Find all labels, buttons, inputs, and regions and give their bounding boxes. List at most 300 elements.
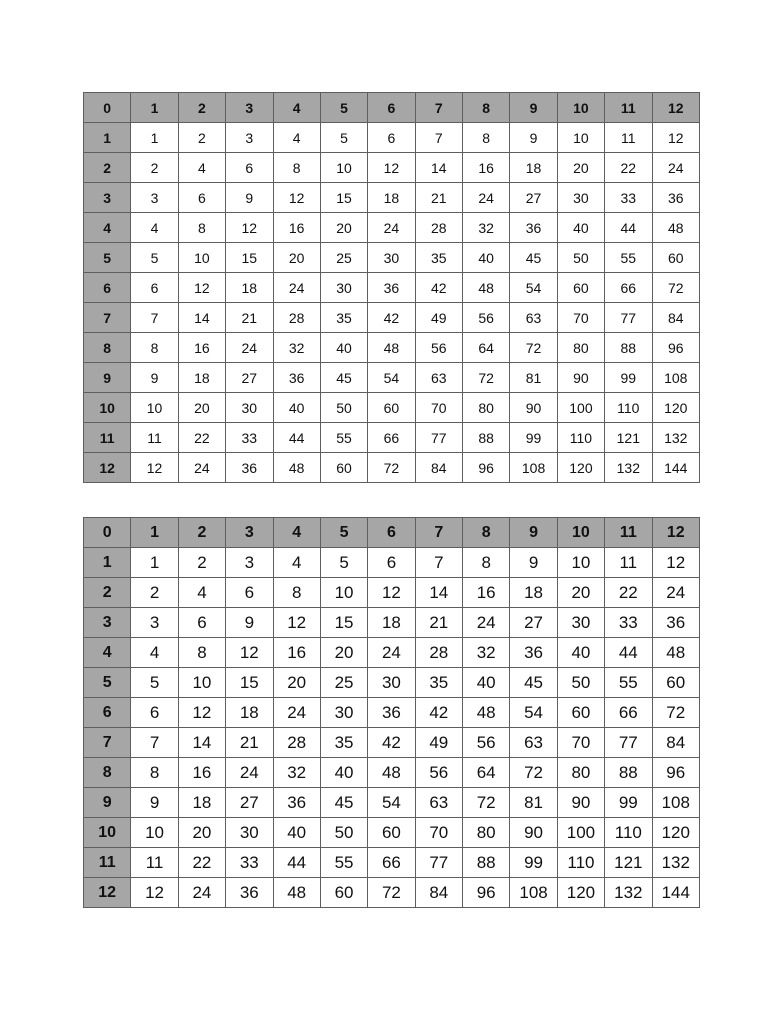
table-row: [84, 698, 700, 728]
product-cell: 18: [510, 578, 557, 608]
product-cell: 96: [463, 878, 510, 908]
product-cell: 63: [510, 728, 557, 758]
product-cell: 84: [652, 728, 700, 758]
row-header: 4: [84, 213, 131, 243]
header-row: [84, 518, 700, 548]
product-cell: 72: [652, 273, 700, 303]
product-cell: 66: [368, 423, 415, 453]
product-cell: 12: [652, 548, 700, 578]
product-cell: 60: [320, 453, 367, 483]
product-cell: 33: [605, 183, 652, 213]
product-cell: 5: [320, 548, 367, 578]
product-cell: 28: [273, 303, 320, 333]
product-cell: 5: [131, 243, 178, 273]
product-cell: 40: [273, 818, 320, 848]
product-cell: 40: [320, 758, 367, 788]
product-cell: 6: [226, 578, 273, 608]
table-row: [84, 153, 700, 183]
row-header: 5: [84, 668, 131, 698]
table-row: [84, 273, 700, 303]
product-cell: 10: [320, 578, 367, 608]
product-cell: 63: [415, 363, 462, 393]
product-cell: 15: [320, 183, 367, 213]
product-cell: 30: [368, 668, 415, 698]
table-row: [84, 878, 700, 908]
product-cell: 4: [131, 213, 178, 243]
product-cell: 4: [131, 638, 178, 668]
product-cell: 28: [273, 728, 320, 758]
column-header: 10: [557, 518, 604, 548]
row-header: 2: [84, 578, 131, 608]
product-cell: 30: [557, 183, 604, 213]
table-row: [84, 668, 700, 698]
product-cell: 66: [605, 273, 652, 303]
product-cell: 21: [226, 303, 273, 333]
product-cell: 120: [557, 453, 604, 483]
product-cell: 50: [320, 393, 367, 423]
table-row: [84, 423, 700, 453]
product-cell: 90: [510, 393, 557, 423]
product-cell: 12: [652, 123, 700, 153]
product-cell: 99: [605, 363, 652, 393]
multiplication-table-top: [83, 92, 700, 483]
product-cell: 55: [605, 668, 652, 698]
product-cell: 9: [131, 363, 178, 393]
product-cell: 54: [368, 788, 415, 818]
product-cell: 16: [273, 638, 320, 668]
product-cell: 110: [557, 423, 604, 453]
product-cell: 8: [178, 213, 225, 243]
row-header: 4: [84, 638, 131, 668]
column-header: 6: [368, 93, 415, 123]
product-cell: 48: [368, 333, 415, 363]
product-cell: 18: [226, 273, 273, 303]
product-cell: 9: [226, 608, 273, 638]
row-header: 8: [84, 333, 131, 363]
product-cell: 36: [273, 788, 320, 818]
product-cell: 40: [463, 243, 510, 273]
product-cell: 50: [557, 243, 604, 273]
product-cell: 132: [652, 423, 700, 453]
product-cell: 12: [226, 638, 273, 668]
product-cell: 48: [463, 698, 510, 728]
product-cell: 22: [605, 153, 652, 183]
column-header: 10: [557, 93, 604, 123]
product-cell: 77: [415, 848, 462, 878]
product-cell: 18: [368, 183, 415, 213]
product-cell: 60: [557, 698, 604, 728]
product-cell: 18: [178, 363, 225, 393]
product-cell: 24: [178, 453, 225, 483]
row-header: 1: [84, 548, 131, 578]
product-cell: 55: [320, 848, 367, 878]
product-cell: 16: [178, 758, 225, 788]
product-cell: 16: [273, 213, 320, 243]
product-cell: 6: [178, 183, 225, 213]
product-cell: 7: [415, 123, 462, 153]
product-cell: 42: [415, 273, 462, 303]
product-cell: 84: [415, 878, 462, 908]
product-cell: 132: [605, 453, 652, 483]
product-cell: 3: [131, 183, 178, 213]
product-cell: 2: [178, 548, 225, 578]
product-cell: 81: [510, 363, 557, 393]
product-cell: 63: [510, 303, 557, 333]
product-cell: 22: [178, 423, 225, 453]
product-cell: 9: [510, 123, 557, 153]
multiplication-table-bottom: [83, 517, 700, 908]
product-cell: 7: [131, 303, 178, 333]
row-header: 12: [84, 878, 131, 908]
product-cell: 70: [557, 303, 604, 333]
product-cell: 72: [463, 363, 510, 393]
product-cell: 110: [557, 848, 604, 878]
product-cell: 77: [605, 728, 652, 758]
column-header: 2: [178, 518, 225, 548]
product-cell: 36: [368, 698, 415, 728]
product-cell: 33: [605, 608, 652, 638]
product-cell: 55: [320, 423, 367, 453]
product-cell: 60: [320, 878, 367, 908]
product-cell: 12: [131, 453, 178, 483]
table-row: [84, 243, 700, 273]
row-header: 6: [84, 698, 131, 728]
row-header: 5: [84, 243, 131, 273]
table-row: [84, 333, 700, 363]
column-header: 7: [415, 518, 462, 548]
product-cell: 14: [178, 303, 225, 333]
row-header: 11: [84, 848, 131, 878]
product-cell: 48: [463, 273, 510, 303]
product-cell: 1: [131, 123, 178, 153]
product-cell: 8: [178, 638, 225, 668]
product-cell: 27: [226, 788, 273, 818]
product-cell: 99: [605, 788, 652, 818]
product-cell: 72: [510, 333, 557, 363]
product-cell: 40: [557, 213, 604, 243]
product-cell: 32: [463, 638, 510, 668]
product-cell: 108: [510, 453, 557, 483]
product-cell: 4: [273, 123, 320, 153]
product-cell: 84: [652, 303, 700, 333]
column-header: 4: [273, 518, 320, 548]
product-cell: 88: [605, 758, 652, 788]
product-cell: 6: [131, 698, 178, 728]
row-header: 3: [84, 608, 131, 638]
product-cell: 4: [273, 548, 320, 578]
product-cell: 77: [415, 423, 462, 453]
column-header: 1: [131, 93, 178, 123]
product-cell: 20: [273, 668, 320, 698]
row-header: 9: [84, 363, 131, 393]
product-cell: 42: [415, 698, 462, 728]
product-cell: 40: [557, 638, 604, 668]
table-row: [84, 638, 700, 668]
product-cell: 4: [178, 578, 225, 608]
product-cell: 22: [605, 578, 652, 608]
product-cell: 35: [415, 243, 462, 273]
product-cell: 10: [178, 668, 225, 698]
product-cell: 20: [178, 818, 225, 848]
product-cell: 24: [368, 213, 415, 243]
table-row: [84, 213, 700, 243]
product-cell: 108: [652, 788, 700, 818]
product-cell: 24: [273, 273, 320, 303]
product-cell: 56: [415, 333, 462, 363]
product-cell: 18: [510, 153, 557, 183]
product-cell: 44: [273, 848, 320, 878]
product-cell: 15: [320, 608, 367, 638]
product-cell: 28: [415, 638, 462, 668]
product-cell: 14: [415, 578, 462, 608]
product-cell: 36: [510, 213, 557, 243]
product-cell: 30: [226, 393, 273, 423]
product-cell: 33: [226, 423, 273, 453]
product-cell: 60: [368, 818, 415, 848]
product-cell: 42: [368, 728, 415, 758]
product-cell: 24: [273, 698, 320, 728]
product-cell: 27: [510, 608, 557, 638]
product-cell: 27: [510, 183, 557, 213]
product-cell: 108: [652, 363, 700, 393]
product-cell: 16: [463, 578, 510, 608]
product-cell: 70: [415, 393, 462, 423]
product-cell: 30: [368, 243, 415, 273]
product-cell: 8: [463, 548, 510, 578]
product-cell: 88: [463, 423, 510, 453]
column-header: 8: [463, 518, 510, 548]
product-cell: 50: [557, 668, 604, 698]
product-cell: 6: [368, 123, 415, 153]
product-cell: 72: [463, 788, 510, 818]
product-cell: 12: [368, 153, 415, 183]
table-row: [84, 393, 700, 423]
product-cell: 32: [273, 333, 320, 363]
table-row: [84, 818, 700, 848]
product-cell: 72: [368, 878, 415, 908]
product-cell: 90: [510, 818, 557, 848]
column-header: 12: [652, 93, 700, 123]
product-cell: 11: [131, 848, 178, 878]
product-cell: 70: [557, 728, 604, 758]
product-cell: 12: [178, 273, 225, 303]
product-cell: 30: [557, 608, 604, 638]
product-cell: 121: [605, 848, 652, 878]
column-header: 2: [178, 93, 225, 123]
product-cell: 80: [463, 818, 510, 848]
product-cell: 10: [131, 393, 178, 423]
table-row: [84, 758, 700, 788]
product-cell: 20: [273, 243, 320, 273]
product-cell: 64: [463, 758, 510, 788]
product-cell: 5: [320, 123, 367, 153]
product-cell: 81: [510, 788, 557, 818]
row-header: 7: [84, 303, 131, 333]
product-cell: 64: [463, 333, 510, 363]
product-cell: 8: [273, 578, 320, 608]
row-header: 8: [84, 758, 131, 788]
product-cell: 45: [510, 668, 557, 698]
row-header: 1: [84, 123, 131, 153]
product-cell: 84: [415, 453, 462, 483]
column-header: 8: [463, 93, 510, 123]
column-header: 0: [84, 518, 131, 548]
product-cell: 144: [652, 453, 700, 483]
product-cell: 72: [652, 698, 700, 728]
product-cell: 20: [557, 153, 604, 183]
product-cell: 120: [652, 393, 700, 423]
product-cell: 33: [226, 848, 273, 878]
product-cell: 6: [131, 273, 178, 303]
table-row: [84, 183, 700, 213]
product-cell: 60: [652, 243, 700, 273]
product-cell: 80: [463, 393, 510, 423]
product-cell: 24: [463, 183, 510, 213]
product-cell: 2: [131, 153, 178, 183]
product-cell: 96: [652, 333, 700, 363]
product-cell: 21: [415, 183, 462, 213]
column-header: 11: [605, 518, 652, 548]
product-cell: 99: [510, 848, 557, 878]
product-cell: 24: [226, 333, 273, 363]
product-cell: 132: [605, 878, 652, 908]
product-cell: 6: [368, 548, 415, 578]
product-cell: 90: [557, 788, 604, 818]
product-cell: 8: [273, 153, 320, 183]
product-cell: 10: [178, 243, 225, 273]
product-cell: 99: [510, 423, 557, 453]
product-cell: 44: [273, 423, 320, 453]
product-cell: 32: [273, 758, 320, 788]
product-cell: 11: [131, 423, 178, 453]
product-cell: 63: [415, 788, 462, 818]
product-cell: 18: [178, 788, 225, 818]
product-cell: 45: [320, 788, 367, 818]
product-cell: 16: [178, 333, 225, 363]
column-header: 6: [368, 518, 415, 548]
product-cell: 6: [226, 153, 273, 183]
product-cell: 40: [463, 668, 510, 698]
column-header: 5: [320, 93, 367, 123]
product-cell: 30: [320, 273, 367, 303]
product-cell: 56: [463, 728, 510, 758]
table-row: [84, 608, 700, 638]
product-cell: 7: [415, 548, 462, 578]
product-cell: 88: [605, 333, 652, 363]
product-cell: 96: [652, 758, 700, 788]
product-cell: 56: [415, 758, 462, 788]
product-cell: 3: [226, 123, 273, 153]
product-cell: 12: [368, 578, 415, 608]
product-cell: 42: [368, 303, 415, 333]
product-cell: 3: [131, 608, 178, 638]
product-cell: 40: [273, 393, 320, 423]
product-cell: 25: [320, 668, 367, 698]
product-cell: 60: [557, 273, 604, 303]
product-cell: 48: [652, 213, 700, 243]
product-cell: 49: [415, 303, 462, 333]
row-header: 3: [84, 183, 131, 213]
product-cell: 12: [273, 183, 320, 213]
product-cell: 12: [131, 878, 178, 908]
product-cell: 56: [463, 303, 510, 333]
product-cell: 18: [226, 698, 273, 728]
product-cell: 11: [605, 548, 652, 578]
product-cell: 16: [463, 153, 510, 183]
product-cell: 55: [605, 243, 652, 273]
product-cell: 15: [226, 243, 273, 273]
product-cell: 60: [368, 393, 415, 423]
product-cell: 8: [463, 123, 510, 153]
product-cell: 49: [415, 728, 462, 758]
product-cell: 44: [605, 638, 652, 668]
product-cell: 36: [652, 608, 700, 638]
table-row: [84, 303, 700, 333]
product-cell: 20: [557, 578, 604, 608]
product-cell: 8: [131, 758, 178, 788]
product-cell: 18: [368, 608, 415, 638]
product-cell: 48: [273, 453, 320, 483]
product-cell: 7: [131, 728, 178, 758]
product-cell: 30: [226, 818, 273, 848]
product-cell: 11: [605, 123, 652, 153]
row-header: 6: [84, 273, 131, 303]
product-cell: 14: [415, 153, 462, 183]
product-cell: 14: [178, 728, 225, 758]
row-header: 2: [84, 153, 131, 183]
column-header: 7: [415, 93, 462, 123]
table-row: [84, 123, 700, 153]
product-cell: 36: [368, 273, 415, 303]
product-cell: 54: [368, 363, 415, 393]
product-cell: 28: [415, 213, 462, 243]
column-header: 3: [226, 93, 273, 123]
table-row: [84, 728, 700, 758]
product-cell: 9: [131, 788, 178, 818]
product-cell: 36: [510, 638, 557, 668]
product-cell: 100: [557, 818, 604, 848]
column-header: 5: [320, 518, 367, 548]
product-cell: 24: [463, 608, 510, 638]
column-header: 11: [605, 93, 652, 123]
column-header: 4: [273, 93, 320, 123]
product-cell: 45: [510, 243, 557, 273]
product-cell: 3: [226, 548, 273, 578]
column-header: 3: [226, 518, 273, 548]
product-cell: 35: [320, 303, 367, 333]
product-cell: 50: [320, 818, 367, 848]
product-cell: 24: [652, 578, 700, 608]
product-cell: 88: [463, 848, 510, 878]
product-cell: 110: [605, 818, 652, 848]
product-cell: 4: [178, 153, 225, 183]
product-cell: 2: [131, 578, 178, 608]
table-row: [84, 848, 700, 878]
column-header: 12: [652, 518, 700, 548]
product-cell: 40: [320, 333, 367, 363]
product-cell: 8: [131, 333, 178, 363]
column-header: 9: [510, 518, 557, 548]
product-cell: 121: [605, 423, 652, 453]
table-row: [84, 548, 700, 578]
product-cell: 66: [605, 698, 652, 728]
product-cell: 108: [510, 878, 557, 908]
product-cell: 20: [320, 638, 367, 668]
product-cell: 22: [178, 848, 225, 878]
product-cell: 72: [510, 758, 557, 788]
product-cell: 21: [226, 728, 273, 758]
product-cell: 15: [226, 668, 273, 698]
